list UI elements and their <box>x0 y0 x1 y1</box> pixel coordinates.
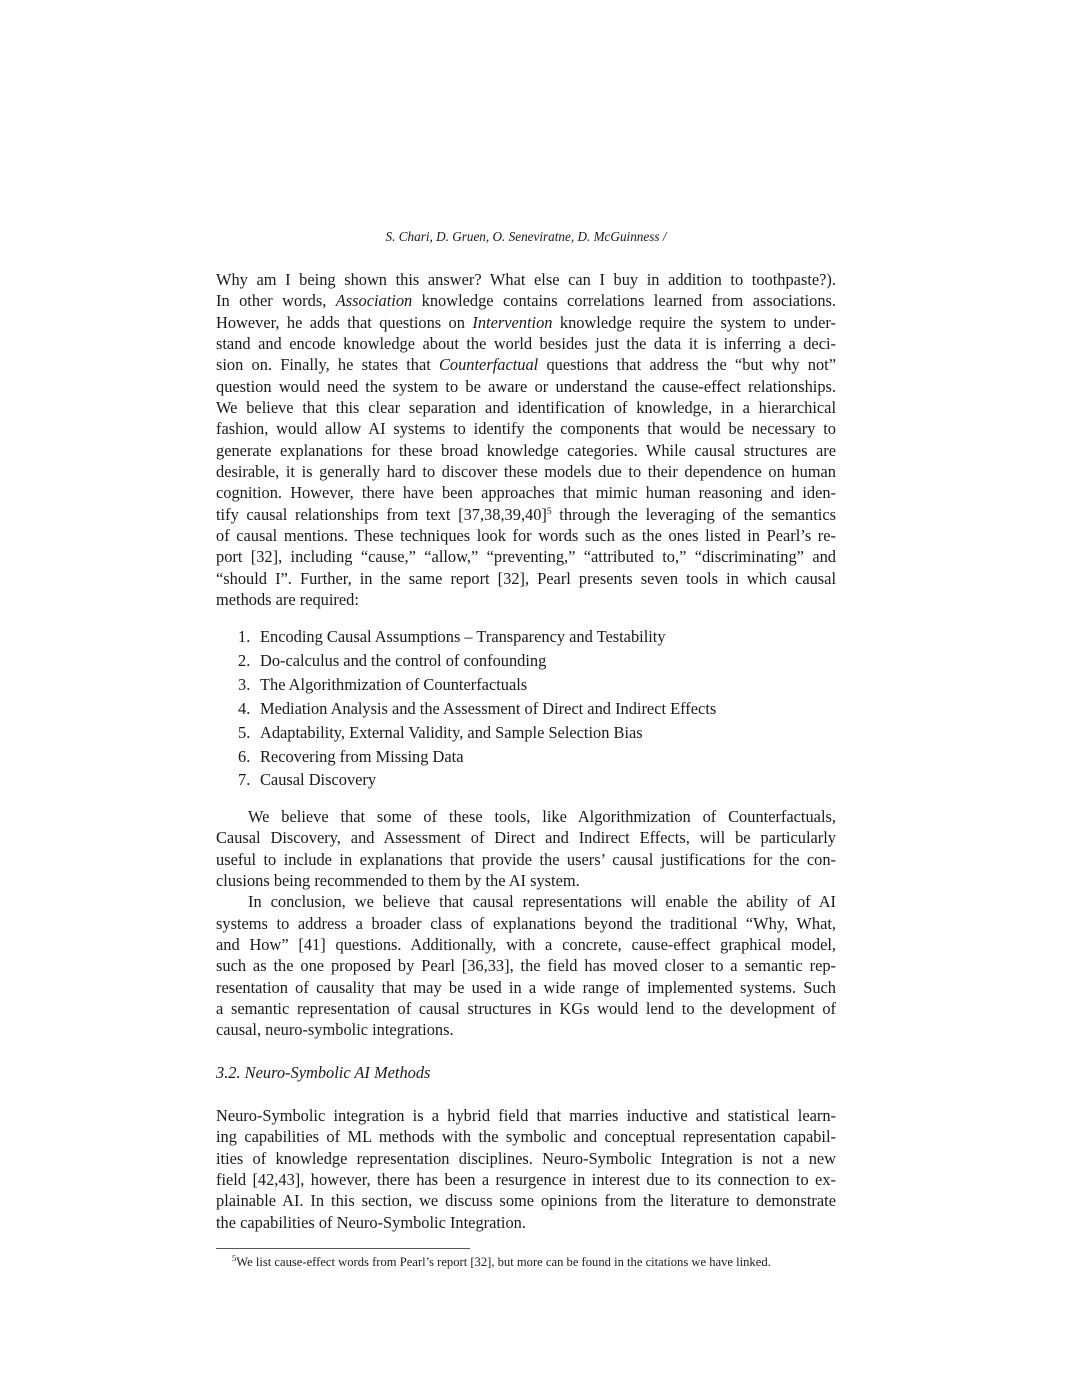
text-line: and How” [41] questions. Additionally, with a concrete, cause-effect graphical model, <box>216 935 836 955</box>
text-line: useful to include in explanations that provide the users’ causal justifications for the con- <box>216 849 836 869</box>
emphasized-term: Intervention <box>472 312 553 332</box>
list-number: 4. <box>238 698 251 718</box>
text-line: We believe that some of these tools, like Algorithmization of Counterfactuals, <box>248 807 836 826</box>
list-item <box>238 625 818 649</box>
list-item <box>238 697 818 721</box>
emphasized-term: Association <box>335 291 413 311</box>
text-line: resentation of causality that may be used in a wide range of implemented systems. Such <box>216 977 836 997</box>
text-line: such as the one proposed by Pearl [36,33], the field has moved closer to a semantic rep- <box>216 956 836 976</box>
footnote-marker: 5 <box>232 1253 237 1263</box>
text-line: port [32], including “cause,” “allow,” “preventing,” “attributed to,” “discriminating” and <box>216 547 836 567</box>
list-number: 1. <box>238 627 251 646</box>
text-line: In other words, Association knowledge contains correlations learned from associations. <box>216 291 836 311</box>
text-line: plainable AI. In this section, we discuss some opinions from the literature to demonstrate <box>216 1191 836 1211</box>
text-line: tify causal relationships from text $[37,38,39,40]^5$ through the leveraging of the semantics <box>216 504 836 524</box>
text-line: sion on. Finally, he states that Counterfactual questions that address the “but why not” <box>216 355 837 375</box>
text-line: However, he adds that questions on Intervention knowledge require the system to under- <box>216 312 836 332</box>
list-number: 3. <box>238 674 251 694</box>
list-number: 2. <box>238 650 251 670</box>
footnote-rule <box>216 1248 470 1249</box>
text-line: Why am I being shown this answer? What else can I buy in addition to toothpaste?). <box>216 270 836 289</box>
text-line: generate explanations for these broad knowledge categories. While causal structures are <box>216 440 836 460</box>
text-line: a semantic representation of causal structures in KGs would lend to the development of <box>216 999 836 1019</box>
list-text: Recovering from Missing Data <box>260 746 464 766</box>
footnote <box>232 1254 771 1270</box>
text-line: ities of knowledge representation disciplines. Neuro-Symbolic Integration is not a new <box>216 1148 836 1168</box>
text-line: fashion, would allow AI systems to identify the components that would be necessary to <box>216 419 836 439</box>
text-line: stand and encode knowledge about the world besides just the data it is inferring a deci- <box>216 334 836 354</box>
text-line: methods are required: <box>216 590 359 610</box>
paragraph-causal-knowledge <box>216 269 836 611</box>
list-item <box>238 721 818 745</box>
text-line: Neuro-Symbolic integration is a hybrid field that marries inductive and statistical learn- <box>216 1106 836 1125</box>
text-line: ing capabilities of ML methods with the symbolic and conceptual representation capabil- <box>216 1127 836 1147</box>
paragraph-conclusion <box>216 806 836 1041</box>
running-head: S. Chari, D. Gruen, O. Seneviratne, D. McGuinness / <box>385 229 667 244</box>
causal-tools-list <box>238 625 818 792</box>
text-line: the capabilities of Neuro-Symbolic Integration. <box>216 1212 526 1232</box>
footnote-reference[interactable]: 5 <box>546 506 552 517</box>
list-text: Adaptability, External Validity, and Sample Selection Bias <box>260 722 643 742</box>
list-item <box>238 673 818 697</box>
text-line: causal, neuro-symbolic integrations. <box>216 1020 454 1040</box>
paragraph-neuro-symbolic <box>216 1105 836 1233</box>
text-line: question would need the system to be aware or understand the cause-effect relationships. <box>216 376 836 396</box>
text-line: In conclusion, we believe that causal representations will enable the ability of AI <box>248 892 836 912</box>
list-text: Encoding Causal Assumptions – Transparency and Testability <box>260 627 666 646</box>
list-text: Causal Discovery <box>260 770 377 790</box>
list-item <box>238 745 818 769</box>
text-line: Causal Discovery, and Assessment of Direct and Indirect Effects, will be particularly <box>216 828 836 848</box>
text-line: We believe that this clear separation and identification of knowledge, in a hierarchical <box>216 398 836 418</box>
text-line: of causal mentions. These techniques look for words such as the ones listed in Pearl’s re- <box>216 526 836 546</box>
text-line: clusions being recommended to them by the AI system. <box>216 871 580 891</box>
list-item <box>238 649 818 673</box>
footnote-text: We list cause-effect words from Pearl’s report [32], but more can be found in the citations we have linked. <box>236 1255 771 1269</box>
list-text: Mediation Analysis and the Assessment of Direct and Indirect Effects <box>260 698 717 718</box>
list-number: 7. <box>238 770 251 790</box>
list-text: The Algorithmization of Counterfactuals <box>260 674 528 694</box>
emphasized-term: Counterfactual <box>438 355 539 375</box>
list-text: Do-calculus and the control of confounding <box>260 650 547 670</box>
list-number: 6. <box>238 746 251 766</box>
text-line: desirable, it is generally hard to discover these models due to their dependence on human <box>216 462 836 482</box>
text-line: systems to address a broader class of explanations beyond the traditional “Why, What, <box>216 913 836 933</box>
list-item <box>238 768 818 792</box>
text-line: field [42,43], however, there has been a resurgence in interest due to its connection to ex- <box>216 1170 836 1190</box>
list-number: 5. <box>238 722 251 742</box>
section-heading: 3.2. Neuro-Symbolic AI Methods <box>216 1063 431 1082</box>
text-line: cognition. However, there have been approaches that mimic human reasoning and iden- <box>216 483 836 503</box>
text-line: “should I”. Further, in the same report [32], Pearl presents seven tools in which causal <box>216 568 836 588</box>
